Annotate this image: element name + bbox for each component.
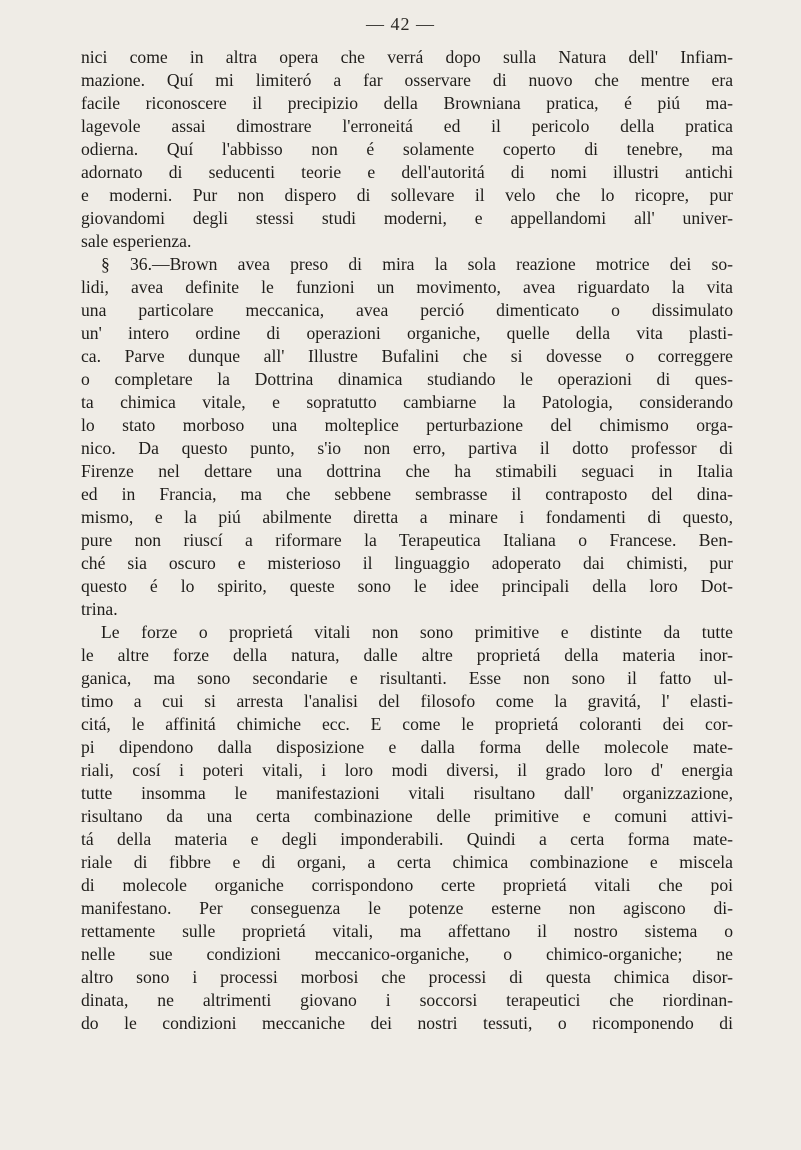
text-line: timo a cui si arresta l'analisi del filosofo come la gravitá, l' elasti- bbox=[81, 691, 733, 711]
text-line: questo é lo spirito, queste sono le idee principali della loro Dot- bbox=[81, 576, 733, 596]
text-line: altro sono i processi morbosi che processi di questa chimica disor- bbox=[81, 967, 733, 987]
text-line: risultano da una certa combinazione delle primitive e comuni attivi- bbox=[81, 806, 733, 826]
text-line: trina. bbox=[81, 599, 118, 619]
text-line: nelle sue condizioni meccanico-organiche, o chimico-organiche; ne bbox=[81, 944, 733, 964]
text-line: ed in Francia, ma che sebbene sembrasse il contraposto del dina- bbox=[81, 484, 733, 504]
text-line: Firenze nel dettare una dottrina che ha stimabili seguaci in Italia bbox=[81, 461, 733, 481]
text-line: riali, cosí i poteri vitali, i loro modi diversi, il grado loro d' energia bbox=[81, 760, 733, 780]
text-line: e moderni. Pur non dispero di sollevare il velo che lo ricopre, pur bbox=[81, 185, 733, 205]
text-line: citá, le affinitá chimiche ecc. E come le proprietá coloranti dei cor- bbox=[81, 714, 733, 734]
text-line: sale esperienza. bbox=[81, 231, 192, 251]
text-line: nico. Da questo punto, s'io non erro, partiva il dotto professor di bbox=[81, 438, 733, 458]
text-line: rettamente sulle proprietá vitali, ma affettano il nostro sistema o bbox=[81, 921, 733, 941]
text-line: lidi, avea definite le funzioni un movimento, avea riguardato la vita bbox=[81, 277, 733, 297]
text-line: giovandomi degli stessi studi moderni, e appellandomi all' univer- bbox=[81, 208, 733, 228]
paragraph-3 bbox=[81, 621, 733, 1035]
text-line: riale di fibbre e di organi, a certa chimica combinazione e miscela bbox=[81, 852, 733, 872]
text-line: lo stato morboso una molteplice perturbazione del chimismo orga- bbox=[81, 415, 733, 435]
text-line: ganica, ma sono secondarie e risultanti. Esse non sono il fatto ul- bbox=[81, 668, 733, 688]
text-line: mismo, e la piú abilmente diretta a minare i fondamenti di questo, bbox=[81, 507, 733, 527]
text-line: § 36.—Brown avea preso di mira la sola reazione motrice dei so- bbox=[101, 254, 733, 274]
text-line: ca. Parve dunque all' Illustre Bufalini che si dovesse o correggere bbox=[81, 346, 733, 366]
text-line: facile riconoscere il precipizio della Browniana pratica, é piú ma- bbox=[81, 93, 733, 113]
text-line: un' intero ordine di operazioni organiche, quelle della vita plasti- bbox=[81, 323, 733, 343]
body-text bbox=[81, 46, 733, 1035]
text-line: lagevole assai dimostrare l'erroneitá ed il pericolo della pratica bbox=[81, 116, 733, 136]
text-line: tutte insomma le manifestazioni vitali risultano dall' organizzazione, bbox=[81, 783, 733, 803]
text-line: pi dipendono dalla disposizione e dalla forma delle molecole mate- bbox=[81, 737, 733, 757]
text-line: tá della materia e degli imponderabili. Quindi a certa forma mate- bbox=[81, 829, 733, 849]
text-line: le altre forze della natura, dalle altre proprietá della materia inor- bbox=[81, 645, 733, 665]
text-line: o completare la Dottrina dinamica studiando le operazioni di ques- bbox=[81, 369, 733, 389]
text-line: ta chimica vitale, e sopratutto cambiarne la Patologia, considerando bbox=[81, 392, 733, 412]
paragraph-1 bbox=[81, 46, 733, 253]
text-line: Le forze o proprietá vitali non sono primitive e distinte da tutte bbox=[101, 622, 733, 642]
text-line: manifestano. Per conseguenza le potenze esterne non agiscono di- bbox=[81, 898, 733, 918]
text-line: ché sia oscuro e misterioso il linguaggio adoperato dai chimisti, pur bbox=[81, 553, 733, 573]
text-line: pure non riuscí a riformare la Terapeutica Italiana o Francese. Ben- bbox=[81, 530, 733, 550]
text-line: odierna. Quí l'abbisso non é solamente coperto di tenebre, ma bbox=[81, 139, 733, 159]
text-line: di molecole organiche corrispondono certe proprietá vitali che poi bbox=[81, 875, 733, 895]
text-line: nici come in altra opera che verrá dopo sulla Natura dell' Infiam- bbox=[81, 47, 733, 67]
text-line: una particolare meccanica, avea perció dimenticato o dissimulato bbox=[81, 300, 733, 320]
page-number: — 42 — bbox=[366, 14, 435, 34]
text-line: mazione. Quí mi limiteró a far osservare di nuovo che mentre era bbox=[81, 70, 733, 90]
text-line: dinata, ne altrimenti giovano i soccorsi terapeutici che riordinan- bbox=[81, 990, 733, 1010]
paragraph-2 bbox=[81, 253, 733, 621]
text-line: do le condizioni meccaniche dei nostri tessuti, o ricomponendo di bbox=[81, 1013, 733, 1033]
text-line: adornato di seducenti teorie e dell'autoritá di nomi illustri antichi bbox=[81, 162, 733, 182]
